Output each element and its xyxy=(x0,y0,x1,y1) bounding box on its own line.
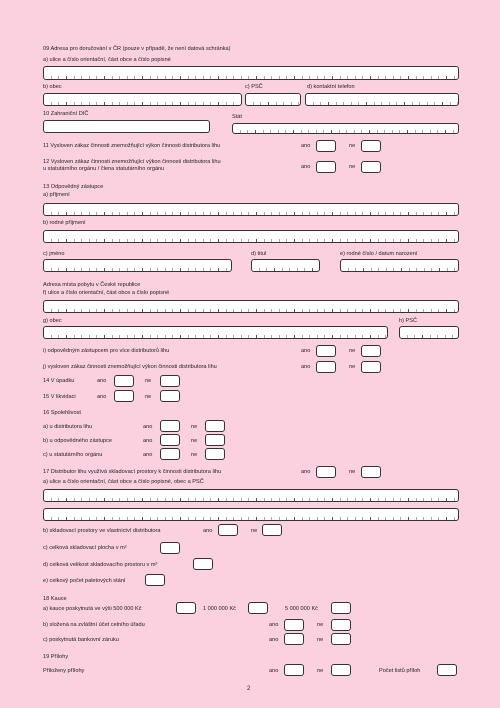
section-12-line2: u statutárního orgánu / člena statutárního orgánu xyxy=(43,166,165,172)
label-storage-owned: b) skladovací prostory ve vlastnictví distributora xyxy=(43,528,161,534)
label-country: Stát xyxy=(232,114,242,120)
ne-label: ne xyxy=(145,394,152,400)
ano-label: ano xyxy=(143,438,153,444)
ne-label: ne xyxy=(349,348,356,354)
s12-ano-checkbox[interactable] xyxy=(316,161,336,173)
ano-label: ano xyxy=(301,364,311,370)
ne-label: ne xyxy=(349,364,356,370)
label-reliability-representative: b) u odpovědného zástupce xyxy=(43,438,113,444)
s13i-ano-checkbox[interactable] xyxy=(316,345,336,357)
ano-label: ano xyxy=(301,348,311,354)
ne-label: ne xyxy=(251,528,258,534)
ano-label: ano xyxy=(269,668,279,674)
ano-label: ano xyxy=(269,622,279,628)
label-city: b) obec xyxy=(43,84,62,90)
s13j-ano-checkbox[interactable] xyxy=(316,361,336,373)
s13i-ne-checkbox[interactable] xyxy=(361,345,381,357)
s11-ne-checkbox[interactable] xyxy=(361,140,381,152)
residence-city-field[interactable] xyxy=(43,326,388,339)
s19-ne-checkbox[interactable] xyxy=(331,664,351,676)
s18b-ne-checkbox[interactable] xyxy=(331,619,351,631)
ne-label: ne xyxy=(349,469,356,475)
birth-surname-field[interactable] xyxy=(43,230,459,243)
label-residence-street: f) ulice a číslo orientační, část obce a číslo popisné xyxy=(43,290,170,296)
storage-volume-field[interactable] xyxy=(193,558,213,570)
ano-label: ano xyxy=(301,143,311,149)
s16b-ano-checkbox[interactable] xyxy=(160,434,180,446)
ano-label: ano xyxy=(301,469,311,475)
pallet-places-field[interactable] xyxy=(145,574,165,586)
ne-label: ne xyxy=(191,452,198,458)
s17-ne-checkbox[interactable] xyxy=(361,466,381,478)
ano-label: ano xyxy=(143,452,153,458)
section-18-title: 18 Kauce xyxy=(43,596,67,602)
s18c-ano-checkbox[interactable] xyxy=(284,633,304,645)
s17b-ne-checkbox[interactable] xyxy=(262,524,282,536)
label-pallet-places: e) celkový počet paletových stání xyxy=(43,578,126,584)
label-deposit-5m: 5 000 000 Kč xyxy=(285,606,318,612)
label-residence-city: g) obec xyxy=(43,318,62,324)
birth-number-field[interactable] xyxy=(340,259,459,272)
section-09-title: 09 Adresa pro doručování v ČR (pouze v případě, že není datová schránka) xyxy=(43,46,231,52)
label-deposit-amount: a) kauce poskytnutá ve výši 500 000 Kč xyxy=(43,606,142,612)
section-11-title: 11 Vysloven zákaz činnosti znemožňující výkon činnosti distributora lihu xyxy=(43,143,221,149)
city-field[interactable] xyxy=(43,93,242,106)
residence-zip-field[interactable] xyxy=(399,326,459,339)
ne-label: ne xyxy=(191,438,198,444)
title-field[interactable] xyxy=(251,259,320,272)
storage-address-field-2[interactable] xyxy=(43,508,459,521)
label-residence-zip: h) PSČ xyxy=(399,318,418,324)
deposit-5m-checkbox[interactable] xyxy=(331,602,351,614)
first-name-field[interactable] xyxy=(43,259,232,272)
ano-label: ano xyxy=(143,424,153,430)
storage-area-field[interactable] xyxy=(160,542,180,554)
ne-label: ne xyxy=(349,164,356,170)
phone-field[interactable] xyxy=(305,93,459,106)
ne-label: ne xyxy=(317,637,324,643)
label-street: a) ulice a číslo orientační, část obce a číslo popisné xyxy=(43,57,171,63)
residence-street-field[interactable] xyxy=(43,300,459,313)
section-17-title: 17 Distributor lihu využívá skladovací prostory k činnosti distributora lihu xyxy=(43,469,222,475)
label-first-name: c) jméno xyxy=(43,251,65,257)
s15-ne-checkbox[interactable] xyxy=(160,390,180,402)
ne-label: ne xyxy=(317,622,324,628)
s12-ne-checkbox[interactable] xyxy=(361,161,381,173)
label-deposit-1m: 1 000 000 Kč xyxy=(203,606,236,612)
deposit-500k-checkbox[interactable] xyxy=(176,602,196,614)
label-storage-address: a) ulice a číslo orientační, část obce a číslo popisné, obec a PSČ xyxy=(43,479,204,485)
section-19-title: 19 Přílohy xyxy=(43,654,69,660)
ne-label: ne xyxy=(317,668,324,674)
section-16-title: 16 Spolehlivost xyxy=(43,410,81,416)
storage-address-field-1[interactable] xyxy=(43,489,459,502)
s11-ano-checkbox[interactable] xyxy=(316,140,336,152)
s18b-ano-checkbox[interactable] xyxy=(284,619,304,631)
label-reliability-statutory: c) u statutárního orgánu xyxy=(43,452,103,458)
ano-label: ano xyxy=(97,394,107,400)
ano-label: ano xyxy=(97,378,107,384)
attachment-count-field[interactable] xyxy=(437,664,457,676)
country-field[interactable] xyxy=(232,123,459,134)
label-storage-area: c) celková skladovací plocha v m² xyxy=(43,545,127,551)
s19-ano-checkbox[interactable] xyxy=(284,664,304,676)
deposit-1m-checkbox[interactable] xyxy=(248,602,268,614)
s16a-ne-checkbox[interactable] xyxy=(205,420,225,432)
label-birth-number: e) rodné číslo / datum narození xyxy=(340,251,418,257)
section-14-title: 14 V úpadku xyxy=(43,378,75,384)
ano-label: ano xyxy=(301,164,311,170)
label-activity-ban: j) vysloven zákaz činnosti znemožňující výkon činnosti distributora lihu xyxy=(43,364,217,370)
ne-label: ne xyxy=(349,143,356,149)
s16a-ano-checkbox[interactable] xyxy=(160,420,180,432)
label-reliability-distributor: a) u distributora lihu xyxy=(43,424,93,430)
label-attachments: Přiloženy přílohy xyxy=(43,668,85,674)
s17b-ano-checkbox[interactable] xyxy=(218,524,238,536)
label-attachment-count: Počet listů příloh xyxy=(379,668,421,674)
label-surname: a) příjmení xyxy=(43,192,70,198)
s17-ano-checkbox[interactable] xyxy=(316,466,336,478)
street-field[interactable] xyxy=(43,66,459,80)
label-residence-address: Adresa místa pobytu v České republice xyxy=(43,282,141,288)
label-title: d) titul xyxy=(251,251,267,257)
page-number: 2 xyxy=(247,686,251,692)
foreign-tax-id-field[interactable] xyxy=(43,120,210,133)
ano-label: ano xyxy=(269,637,279,643)
section-12-line1: 12 Vysloven zákaz činnosti znemožňující výkon činnosti distributora lihu xyxy=(43,159,221,165)
surname-field[interactable] xyxy=(43,203,459,216)
ano-label: ano xyxy=(203,528,213,534)
label-phone: d) kontaktní telefon xyxy=(307,84,355,90)
label-storage-volume: d) celková velikost skladovacího prostoru v m³ xyxy=(43,562,158,568)
ne-label: ne xyxy=(191,424,198,430)
label-multi-distributor: i) odpovědným zástupcem pro více distributorů lihu xyxy=(43,348,170,354)
s14-ne-checkbox[interactable] xyxy=(160,375,180,387)
s13j-ne-checkbox[interactable] xyxy=(361,361,381,373)
label-deposit-account: b) složená na zvláštní účet celního úřadu xyxy=(43,622,145,628)
s16c-ne-checkbox[interactable] xyxy=(205,448,225,460)
s18c-ne-checkbox[interactable] xyxy=(331,633,351,645)
s15-ano-checkbox[interactable] xyxy=(114,390,134,402)
ne-label: ne xyxy=(145,378,152,384)
zip-field[interactable] xyxy=(245,93,301,106)
section-10-title: 10 Zahraniční DIČ xyxy=(43,111,89,117)
s16b-ne-checkbox[interactable] xyxy=(205,434,225,446)
section-15-title: 15 V likvidaci xyxy=(43,394,76,400)
section-13-title: 13 Odpovědný zástupce xyxy=(43,184,104,190)
label-birth-surname: b) rodné příjmení xyxy=(43,220,86,226)
s14-ano-checkbox[interactable] xyxy=(114,375,134,387)
label-zip: c) PSČ xyxy=(245,84,263,90)
s16c-ano-checkbox[interactable] xyxy=(160,448,180,460)
label-bank-guarantee: c) poskytnutá bankovní záruku xyxy=(43,637,119,643)
